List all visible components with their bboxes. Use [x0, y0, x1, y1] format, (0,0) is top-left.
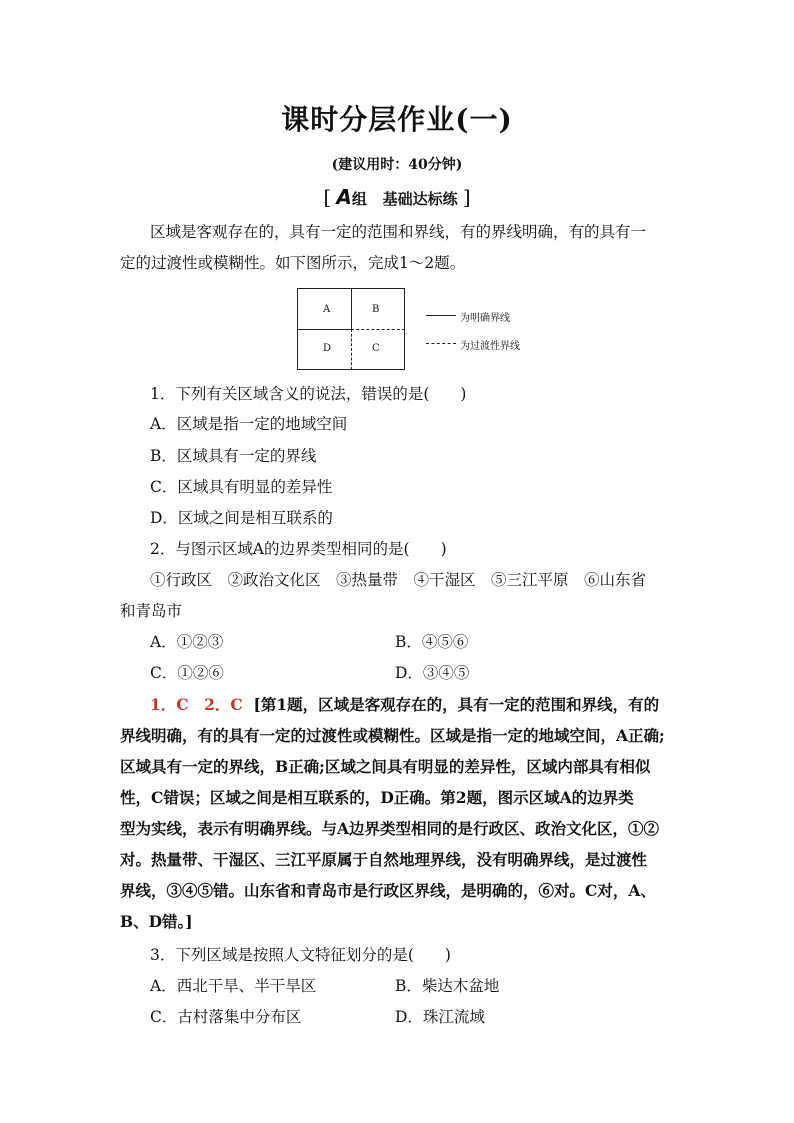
q1-stem: 1．下列有关区域含义的说法，错误的是( ) [150, 385, 467, 403]
q2-option-d: D．③④⑤ [395, 664, 470, 682]
group-suffix: 组 [351, 190, 367, 208]
region-d-label: D [323, 343, 332, 354]
q3-option-a: A．西北干旱、半干旱区 [150, 977, 317, 995]
answer-line-3: 区域具有一定的界线，B正确;区域之间具有明显的差异性，区域内部具有相似 [120, 757, 651, 776]
region-b-label: B [372, 304, 380, 315]
answer-line-1 [150, 695, 659, 715]
answer-explanation-start: [第1题，区域是客观存在的，具有一定的范围和界线，有的 [253, 695, 660, 714]
q1-option-a: A．区域是指一定的地域空间 [150, 415, 348, 433]
q2-option-c: C．①②⑥ [150, 664, 224, 682]
bracket-open: [ [323, 185, 332, 209]
region-diagram [297, 288, 405, 370]
legend-solid-line [426, 315, 456, 316]
q1-option-d: D．区域之间是相互联系的 [150, 509, 333, 527]
intro-line-1: 区域是客观存在的，具有一定的范围和界线，有的界线明确，有的具有一 [150, 223, 647, 241]
q1-option-c: C．区域具有明显的差异性 [150, 478, 333, 496]
legend-solid-text: 为明确界线 [460, 313, 510, 324]
q3-option-d: D．珠江流域 [395, 1008, 485, 1026]
answer-key: 1．C 2．C [150, 695, 243, 714]
legend-dashed-line [426, 343, 456, 344]
region-c-label: C [372, 343, 380, 354]
answer-line-6: 对。热量带、干湿区、三江平原属于自然地理界线，没有明确界线，是过渡性 [120, 850, 648, 869]
q3-option-b: B．柴达木盆地 [395, 977, 500, 995]
group-name: 基础达标练 [382, 190, 458, 208]
dashed-boundary-horizontal [351, 329, 405, 330]
bracket-close: ] [462, 185, 471, 209]
q2-stem: 2．与图示区域A的边界类型相同的是( ) [150, 540, 447, 558]
q2-option-b: B．④⑤⑥ [395, 633, 469, 651]
q2-option-a: A．①②③ [150, 633, 224, 651]
answer-line-4: 性，C错误；区域之间是相互联系的，D正确。第2题，图示区域A的边界类 [120, 788, 634, 807]
group-letter: A [336, 185, 352, 209]
suggested-time: (建议用时：40分钟) [331, 157, 463, 173]
intro-line-2: 定的过渡性或模糊性。如下图所示，完成1～2题。 [120, 254, 466, 272]
answer-line-7: 界线，③④⑤错。山东省和青岛市是行政区界线，是明确的，⑥对。C对，A、 [120, 881, 656, 900]
group-heading [0, 185, 794, 209]
q2-items-line-2: 和青岛市 [120, 602, 183, 620]
region-a-label: A [323, 304, 331, 315]
answer-line-2: 界线明确，有的具有一定的过渡性或模糊性。区域是指一定的地域空间，A正确; [120, 726, 665, 745]
q1-option-b: B．区域具有一定的界线 [150, 447, 317, 465]
solid-boundary-vertical [351, 289, 352, 329]
q3-option-c: C．古村落集中分布区 [150, 1008, 302, 1026]
answer-line-8: B、D错。] [120, 912, 193, 931]
q3-stem: 3．下列区域是按照人文特征划分的是( ) [150, 946, 451, 964]
page-title: 课时分层作业(一) [281, 103, 513, 136]
dashed-boundary-vertical [351, 329, 352, 370]
q2-items-line-1: ①行政区 ②政治文化区 ③热量带 ④干湿区 ⑤三江平原 ⑥山东省 [150, 571, 647, 589]
solid-boundary-horizontal [298, 329, 351, 330]
answer-line-5: 型为实线，表示有明确界线。与A边界类型相同的是行政区、政治文化区，①② [120, 819, 660, 838]
legend-dashed-text: 为过渡性界线 [460, 341, 520, 352]
